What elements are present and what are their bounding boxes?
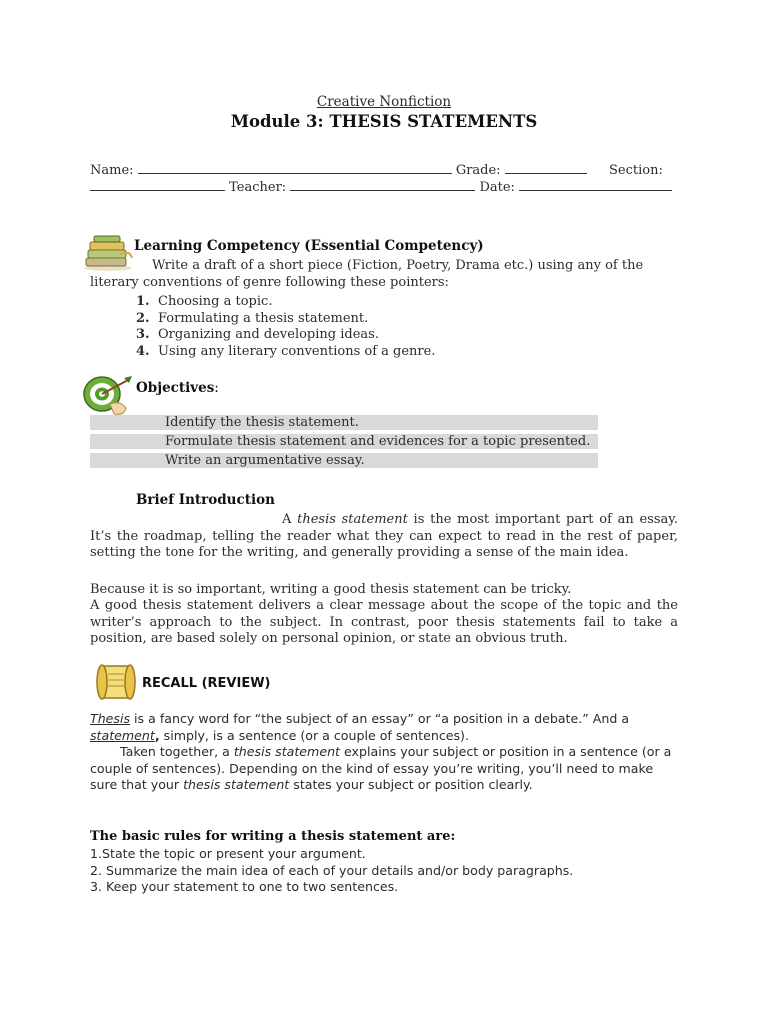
- recall-emphasis: thesis statement: [233, 744, 340, 759]
- rules-list: [90, 846, 678, 896]
- recall-paragraph-1: [90, 711, 678, 744]
- rule-item: 3. Keep your statement to one to two sentences.: [90, 879, 399, 895]
- list-number: 3.: [136, 327, 150, 343]
- intro-paragraph-2: Because it is so important, writing a good thesis statement can be tricky.: [90, 582, 572, 597]
- objective-row: [90, 453, 598, 468]
- objective-text: Formulate thesis statement and evidences for a topic presented.: [165, 434, 591, 449]
- list-number: 1.: [136, 294, 150, 309]
- intro-emphasis: thesis statement: [297, 512, 408, 527]
- recall-text: Taken together, a: [120, 744, 234, 759]
- subject-title: Creative Nonfiction: [316, 94, 452, 110]
- list-text: Choosing a topic.: [158, 294, 273, 309]
- intro-text: is the most important part of an essay. It’s the roadmap, telling the reader what they can expect to read in the rest of paper, setting the tone for the writing, and generally providing a sense of the main idea.: [90, 512, 678, 561]
- recall-emphasis: thesis statement: [183, 777, 290, 793]
- intro-text: A: [282, 512, 298, 527]
- scroll-icon: [94, 662, 138, 702]
- section-label: Section:: [608, 163, 663, 178]
- intro-heading: Brief Introduction: [136, 492, 275, 508]
- recall-text: simply, is a sentence (or a couple of sentences).: [159, 727, 469, 743]
- list-item: [136, 344, 435, 361]
- objectives-heading-text: Objectives: [136, 380, 215, 396]
- list-number: 2.: [136, 310, 150, 326]
- list-text: Organizing and developing ideas.: [158, 327, 379, 343]
- grade-field[interactable]: [505, 162, 587, 174]
- recall-paragraph-2: [90, 744, 678, 794]
- list-item: [136, 327, 435, 344]
- intro-paragraph-1: [90, 512, 678, 562]
- form-line-2: [90, 179, 672, 195]
- target-icon: [80, 374, 134, 418]
- date-label: Date:: [479, 180, 515, 195]
- list-number: 4.: [136, 343, 150, 359]
- competency-intro-line-1: Write a draft of a short piece (Fiction, Poetry, Drama etc.) using any of the: [152, 258, 644, 273]
- recall-comma: ,: [154, 727, 160, 743]
- objective-row: [90, 415, 598, 430]
- objective-row: [90, 434, 598, 449]
- list-item: [136, 294, 435, 311]
- recall-text: states your subject or position clearly.: [289, 777, 533, 793]
- thesis-term: Thesis: [90, 711, 131, 726]
- objective-text: Write an argumentative essay.: [165, 453, 365, 468]
- statement-term: statement: [90, 727, 155, 743]
- teacher-label: Teacher:: [229, 180, 287, 195]
- list-text: Using any literary conventions of a genre.: [158, 343, 436, 359]
- recall-heading: RECALL (REVIEW): [142, 676, 271, 691]
- objectives-heading: [136, 380, 219, 396]
- rule-item: 1.State the topic or present your argument.: [90, 846, 366, 861]
- teacher-field[interactable]: [290, 179, 475, 191]
- module-title: Module 3: THESIS STATEMENTS: [230, 112, 538, 131]
- grade-label: Grade:: [455, 163, 501, 178]
- rule-item: 2. Summarize the main idea of each of your details and/or body paragraphs.: [90, 862, 574, 878]
- section-field[interactable]: [90, 179, 225, 191]
- list-item: [136, 311, 435, 328]
- name-field[interactable]: [138, 162, 452, 174]
- objective-text: Identify the thesis statement.: [165, 415, 359, 430]
- competency-intro-line-2: literary conventions of genre following these pointers:: [90, 274, 449, 290]
- recall-text: is a fancy word for “the subject of an essay” or “a position in a debate.” And a: [130, 711, 630, 726]
- competency-heading: Learning Competency (Essential Competency): [134, 238, 484, 254]
- competency-list: [136, 294, 435, 360]
- intro-paragraph-3: A good thesis statement delivers a clear message about the scope of the topic and the writer’s approach to the subject. In contrast, poor thesis statements fail to take a position, are based solely on personal opinion, or state an obvious truth.: [90, 598, 678, 647]
- recall-text: explains your subject or position in a sentence (or a couple of sentences). Depending on the kind of essay you’re writing, you’ll need to make sure that your: [90, 744, 672, 793]
- list-text: Formulating a thesis statement.: [158, 310, 369, 326]
- date-field[interactable]: [519, 179, 672, 191]
- form-line-1: [90, 162, 663, 178]
- objectives-colon: :: [214, 380, 219, 396]
- competency-intro: [90, 258, 678, 291]
- name-label: Name:: [90, 163, 134, 178]
- rules-heading: The basic rules for writing a thesis statement are:: [90, 829, 456, 844]
